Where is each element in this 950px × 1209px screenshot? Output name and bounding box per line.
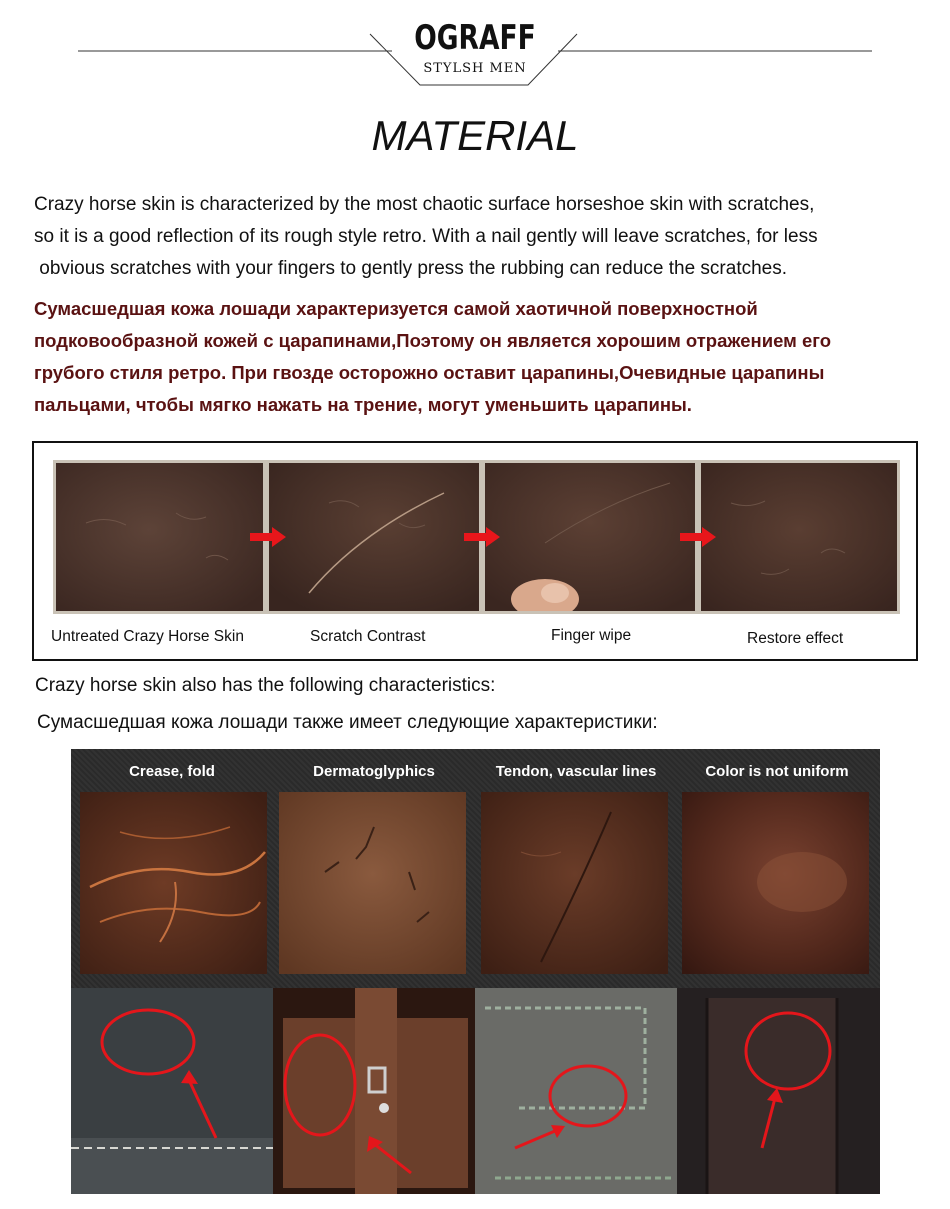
description-ru-line: подковообразной кожей с царапинами,Поэтому он является хорошим отражением его xyxy=(34,330,832,351)
dermatoglyphics-texture-photo xyxy=(279,792,466,974)
brand-tagline: STYLSH MEN xyxy=(423,61,527,76)
arrow-right-icon xyxy=(248,526,288,548)
section-title: MATERIAL xyxy=(371,112,579,159)
step-label-scratch: Scratch Contrast xyxy=(310,628,426,645)
arrow-right-icon xyxy=(678,526,718,548)
arrow-right-icon xyxy=(462,526,502,548)
description-en-line: Crazy horse skin is characterized by the most chaotic surface horseshoe skin with scratches, xyxy=(34,194,815,215)
tendon-texture-photo xyxy=(481,792,668,974)
column-heading-color: Color is not uniform xyxy=(705,763,849,780)
column-heading-crease: Crease, fold xyxy=(129,763,215,780)
brand-header xyxy=(0,0,950,100)
characteristics-intro-en: Crazy horse skin also has the following characteristics: xyxy=(35,675,496,696)
untreated-leather-photo xyxy=(56,463,263,611)
characteristics-grid xyxy=(71,749,880,1194)
column-heading-tendon: Tendon, vascular lines xyxy=(495,763,657,780)
description-en-line: so it is a good reflection of its rough style retro. With a nail gently will leave scratches, for less xyxy=(34,226,818,247)
description-ru-line: пальцами, чтобы мягко нажать на трение, могут уменьшить царапины. xyxy=(34,394,692,415)
step-label-restore: Restore effect xyxy=(747,630,844,647)
crease-texture-photo xyxy=(80,792,267,974)
description-ru-line: Сумасшедшая кожа лошади характеризуется самой хаотичной поверхностной xyxy=(34,298,758,319)
uneven-color-example-photo xyxy=(677,988,880,1194)
process-strip xyxy=(53,460,900,614)
characteristics-intro-ru: Сумасшедшая кожа лошади также имеет следующие характеристики: xyxy=(37,712,658,733)
brand-logo: OGRAFF xyxy=(414,18,536,58)
crease-example-photo xyxy=(71,988,273,1194)
dermatoglyphics-example-photo xyxy=(273,988,475,1194)
description-russian xyxy=(34,293,924,421)
description-english xyxy=(34,189,924,285)
description-en-line: obvious scratches with your fingers to gently press the rubbing can reduce the scratches. xyxy=(34,258,788,279)
column-heading-dermatoglyphics: Dermatoglyphics xyxy=(313,763,435,780)
step-label-finger-wipe: Finger wipe xyxy=(551,627,632,644)
process-panel xyxy=(32,441,918,661)
step-label-untreated: Untreated Crazy Horse Skin xyxy=(51,628,244,645)
finger-wipe-photo xyxy=(485,463,695,611)
restore-effect-photo xyxy=(701,463,897,611)
tendon-example-photo xyxy=(475,988,677,1194)
scratch-contrast-photo xyxy=(269,463,479,611)
uneven-color-texture-photo xyxy=(682,792,869,974)
description-ru-line: грубого стиля ретро. При гвозде осторожно оставит царапины,Очевидные царапины xyxy=(34,362,825,383)
